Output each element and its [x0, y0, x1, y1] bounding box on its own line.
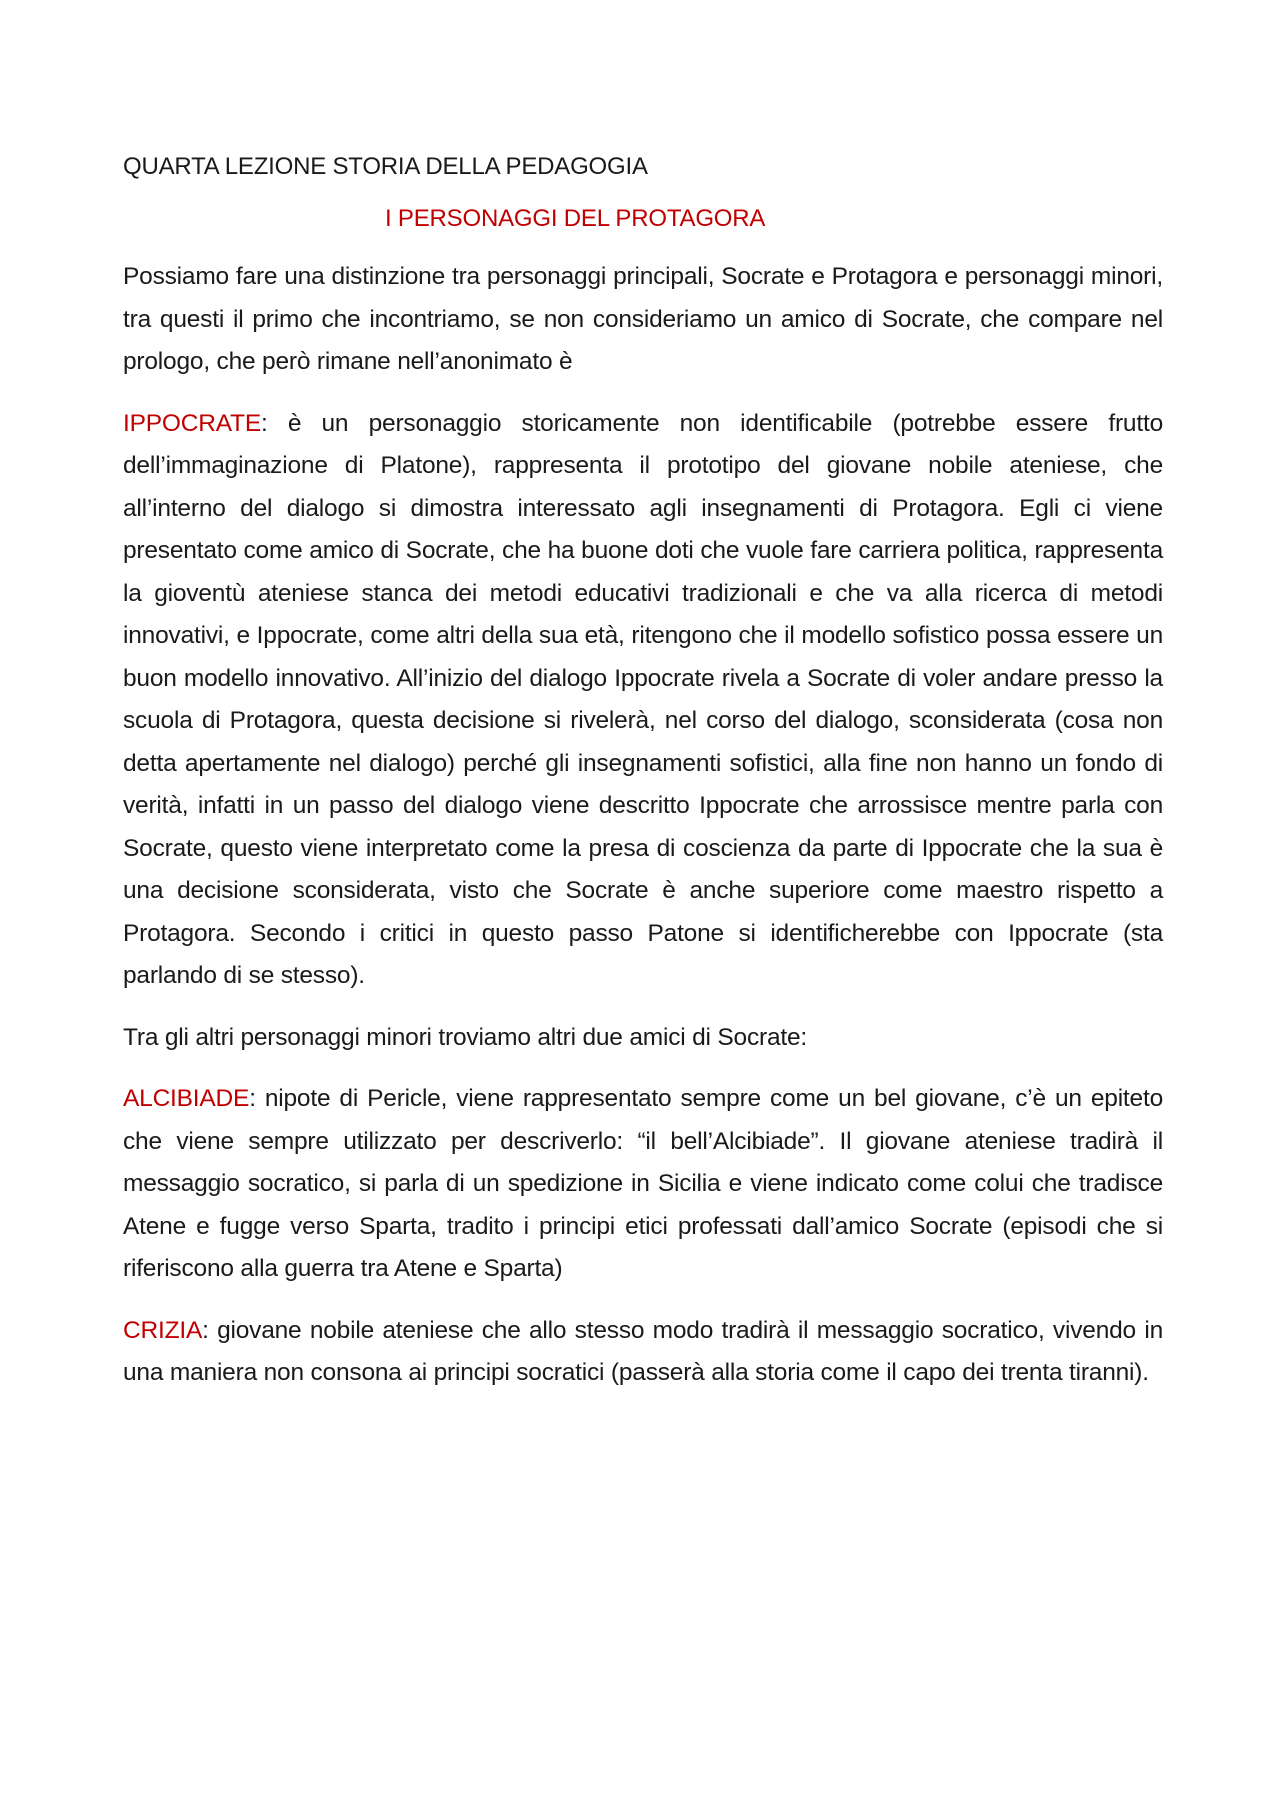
document-subtitle: I PERSONAGGI DEL PROTAGORA	[385, 205, 766, 232]
paragraph-term: ALCIBIADE	[123, 1085, 250, 1112]
paragraph-minor-characters	[123, 1017, 1163, 1060]
paragraph-text: : nipote di Pericle, viene rappresentato sempre come un bel giovane, c’è un epiteto che viene sempre utilizzato per descriverlo: “il bell’Alcibiade”. Il giovane ateniese tradirà il messaggio socratico, si parla di un spedizione in Sicilia e viene indicato come colui che tradisce Atene e fugge verso Sparta, tradito i principi etici professati dall’amico Socrate (episodi che si riferiscono alla guerra tra Atene e Sparta)	[123, 1085, 1163, 1282]
paragraph-text: : giovane nobile ateniese che allo stesso modo tradirà il messaggio socratico, vivendo in una maniera non consona ai principi socratici (passerà alla storia come il capo dei trenta tiranni).	[123, 1316, 1163, 1386]
paragraph-text: Possiamo fare una distinzione tra personaggi principali, Socrate e Protagora e personaggi minori, tra questi il primo che incontriamo, se non consideriamo un amico di Socrate, che compare nel prologo, che però rimane nell’anonimato è	[123, 263, 1163, 375]
paragraph-text: Tra gli altri personaggi minori troviamo altri due amici di Socrate:	[123, 1023, 808, 1051]
paragraph-crizia	[123, 1310, 1163, 1395]
paragraph-term: IPPOCRATE	[123, 409, 261, 437]
paragraph-text: : è un personaggio storicamente non identificabile (potrebbe essere frutto dell’immaginazione di Platone), rappresenta il prototipo del giovane nobile ateniese, che all’interno del dialogo si dimostra interessato agli insegnamenti di Protagora. Egli ci viene presentato come amico di Socrate, che ha buone doti che vuole fare carriera politica, rappresenta la gioventù ateniese stanca dei metodi educativi tradizionali e che va alla ricerca di metodi innovativi, e Ippocrate, come altri della sua età, ritengono che il modello sofistico possa essere un buon modello innovativo. All’inizio del dialogo Ippocrate rivela a Socrate di voler andare presso la scuola di Protagora, questa decisione si rivelerà, nel corso del dialogo, sconsiderata (cosa non detta apertamente nel dialogo) perché gli insegnamenti sofistici, alla fine non hanno un fondo di verità, infatti in un passo del dialogo viene descritto Ippocrate che arrossisce mentre parla con Socrate, questo viene interpretato come la presa di coscienza da parte di Ippocrate che la sua è una decisione sconsiderata, visto che Socrate è anche superiore come maestro rispetto a Protagora. Secondo i critici in questo passo Patone si identificherebbe con Ippocrate (sta parlando di se stesso).	[123, 409, 1163, 989]
paragraph-alcibiade	[123, 1078, 1163, 1291]
paragraph-term: CRIZIA	[123, 1316, 203, 1344]
paragraph-intro	[123, 256, 1163, 384]
document-page	[123, 152, 1163, 1414]
document-heading: QUARTA LEZIONE STORIA DELLA PEDAGOGIA	[123, 153, 648, 180]
paragraph-ippocrate	[123, 403, 1163, 998]
